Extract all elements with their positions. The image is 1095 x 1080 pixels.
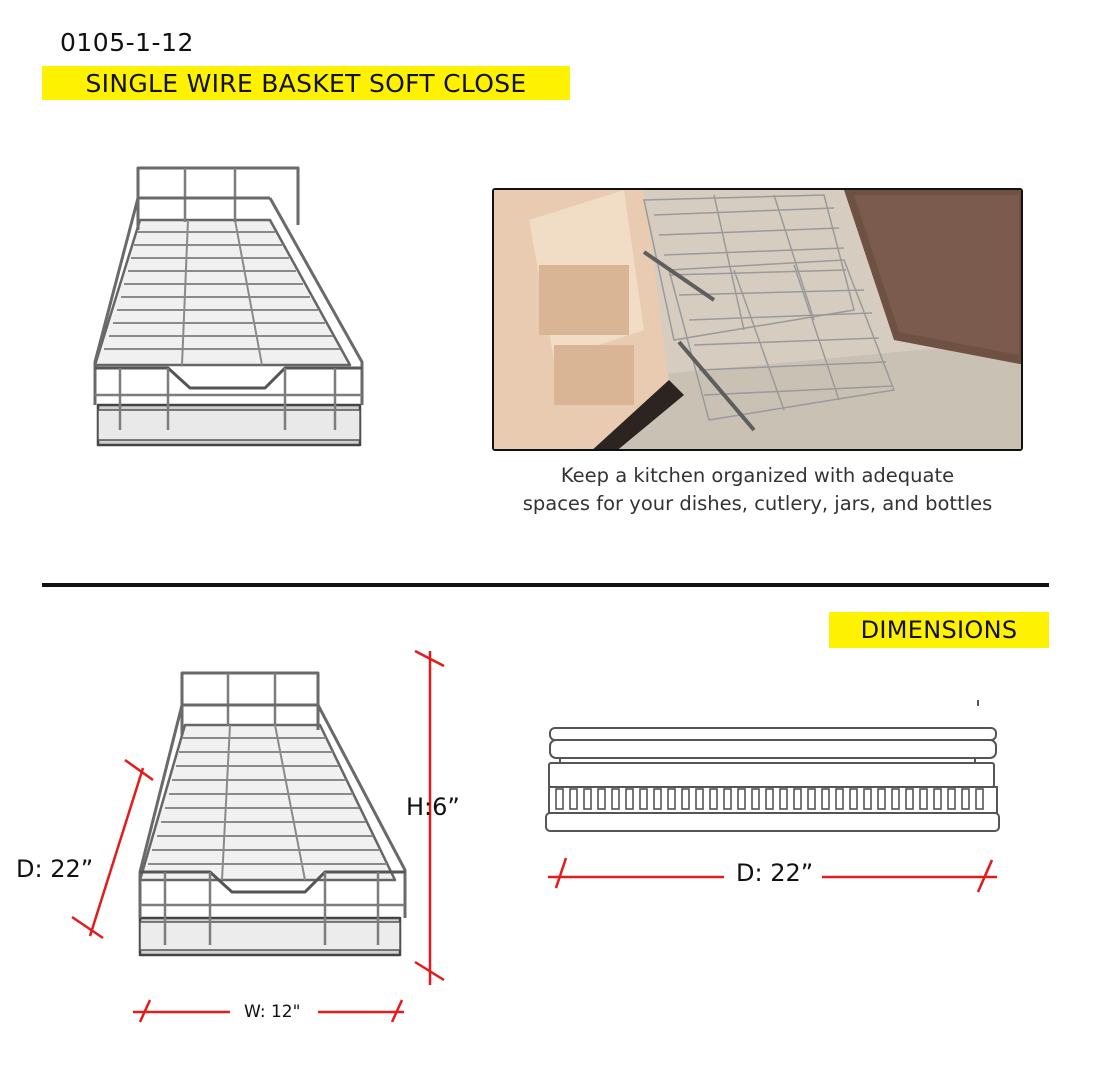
caption-line-2: spaces for your dishes, cutlery, jars, and bottles (522, 492, 993, 515)
front-depth-label: D: 22” (16, 855, 94, 883)
height-label: H:6” (406, 793, 460, 821)
product-code: 0105-1-12 (60, 28, 194, 57)
width-label: W: 12" (244, 1002, 301, 1022)
product-title: SINGLE WIRE BASKET SOFT CLOSE (42, 66, 570, 100)
side-depth-label: D: 22” (736, 859, 814, 887)
dimensions-heading: DIMENSIONS (829, 612, 1049, 648)
caption-line-1: Keep a kitchen organized with adequate (560, 464, 955, 487)
